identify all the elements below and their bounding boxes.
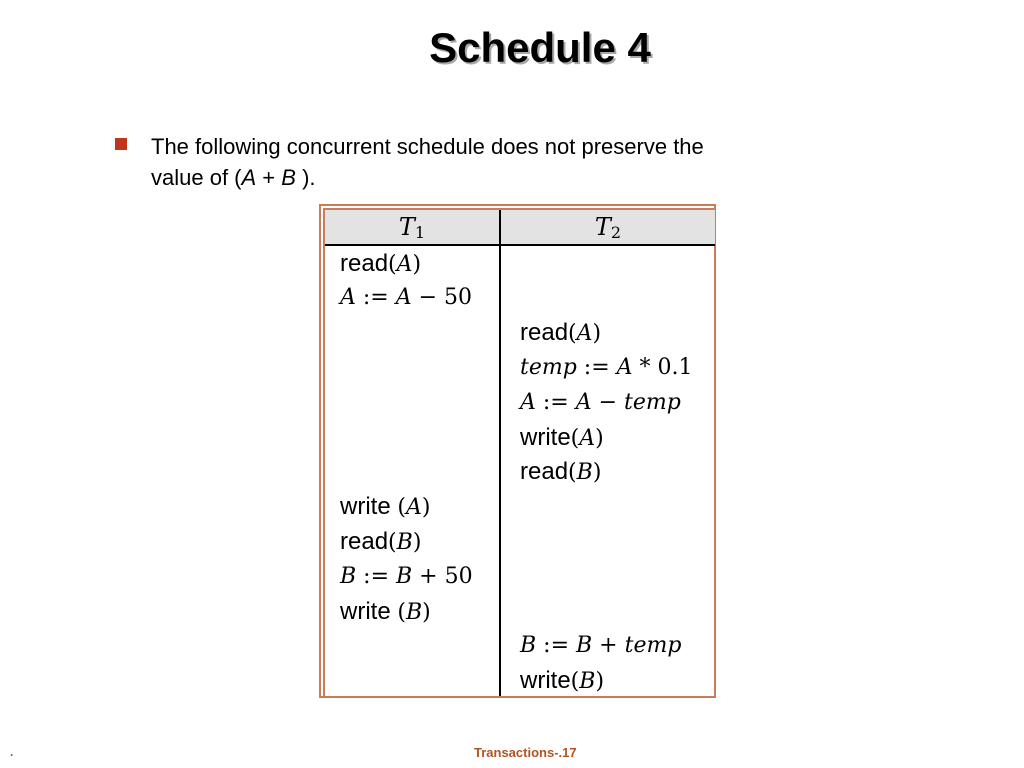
schedule-table bbox=[325, 210, 715, 696]
footer-page-label: Transactions-.17 bbox=[474, 745, 577, 760]
t1-write-b: write (B) bbox=[340, 598, 431, 625]
t1-b-plus-50: B := B + 50 bbox=[340, 564, 473, 589]
t1-read-a: read(A) bbox=[340, 250, 422, 277]
t2-write-a: write(A) bbox=[520, 424, 604, 451]
bullet-plus: + bbox=[256, 165, 282, 190]
column-divider bbox=[499, 210, 501, 696]
t1-read-b: read(B) bbox=[340, 528, 422, 555]
footer-left: . bbox=[10, 745, 14, 759]
bullet-line2-prefix: value of ( bbox=[151, 165, 242, 190]
t1-a-minus-50: A := A − 50 bbox=[340, 285, 473, 310]
header-t2: $T_2$ bbox=[594, 213, 622, 242]
header-t1: $T_1$ bbox=[398, 213, 426, 242]
t2-read-a: read(A) bbox=[520, 319, 602, 346]
t2-a-minus-temp: A := A − temp bbox=[520, 390, 681, 415]
bullet-var-a: A bbox=[241, 165, 257, 190]
slide-title: Schedule 4 bbox=[429, 24, 651, 71]
t2-write-b: write(B) bbox=[520, 667, 605, 694]
bullet-var-b: B bbox=[281, 165, 296, 190]
t2-b-plus-temp: B := B + temp bbox=[520, 633, 682, 658]
bullet-line1: The following concurrent schedule does not preserve the bbox=[151, 134, 704, 159]
bullet-square-icon bbox=[115, 138, 127, 150]
t1-write-a: write (A) bbox=[340, 493, 431, 520]
t2-temp-assign: temp := A * 0.1 bbox=[520, 355, 693, 380]
bullet-text bbox=[151, 131, 831, 193]
t2-read-b: read(B) bbox=[520, 458, 602, 485]
bullet-line2-suffix: ). bbox=[295, 165, 316, 190]
